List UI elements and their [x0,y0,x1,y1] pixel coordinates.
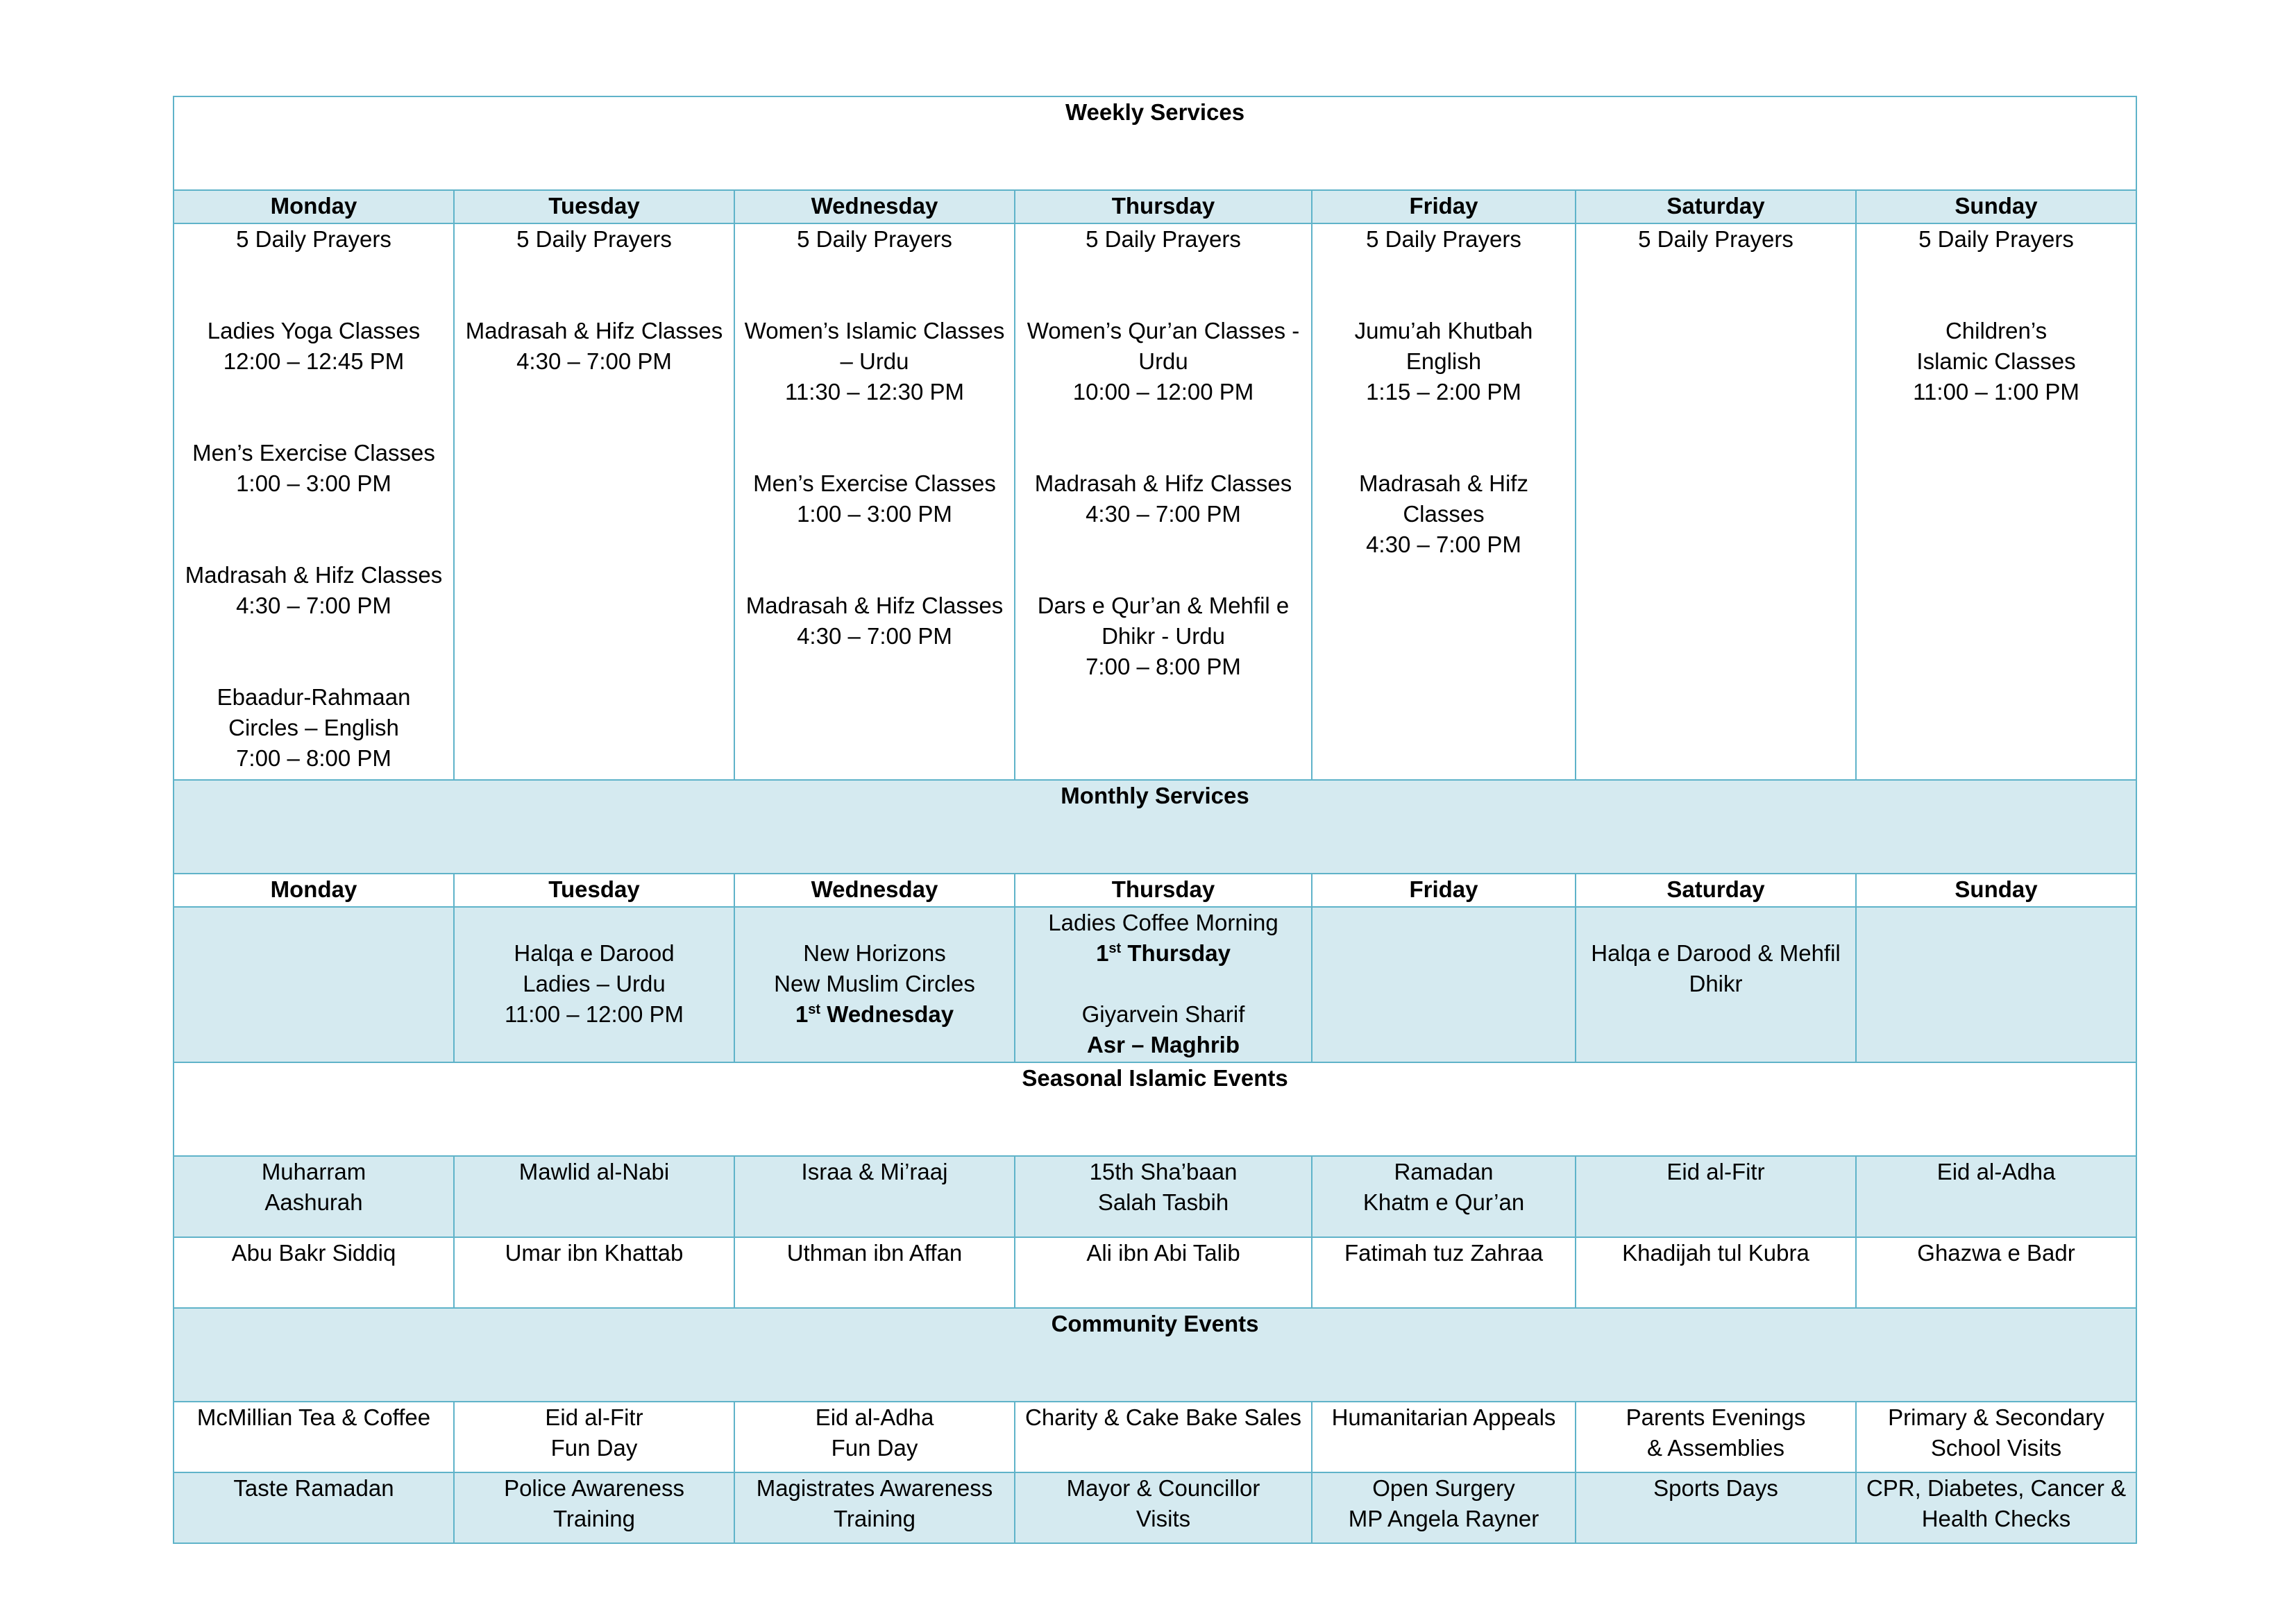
note-text: 1 [1096,940,1109,966]
day-header-friday: Friday [1312,874,1576,907]
spacer [180,499,448,529]
service-entry: 5 Daily Prayers [1918,226,2074,252]
spacer [1021,438,1306,468]
day-header-wednesday: Wednesday [734,190,1015,223]
event-cell [1576,1402,1856,1472]
monthly-cell-monday [174,907,454,1062]
day-header-sunday: Sunday [1856,874,2136,907]
spacer [1318,285,1569,316]
spacer [180,652,448,682]
service-entry: New Horizons New Muslim Circles [774,940,975,996]
day-header-tuesday: Tuesday [454,874,734,907]
monthly-cell-thursday [1015,907,1312,1062]
spacer [180,377,448,407]
event-name: Fatimah tuz Zahraa [1344,1240,1544,1266]
day-header-monday: Monday [174,874,454,907]
spacer [1021,407,1306,438]
service-entry: Giyarvein Sharif [1081,1001,1245,1027]
event-name: Parents Evenings & Assemblies [1626,1404,1806,1461]
monthly-cell-friday [1312,907,1576,1062]
service-entry: Women’s Islamic Classes – Urdu 11:30 – 12:30 PM [744,318,1005,405]
event-name: 15th Sha’baan Salah Tasbih [1089,1159,1238,1215]
event-name: Ramadan Khatm e Qur’an [1362,1159,1525,1215]
event-name: Ghazwa e Badr [1917,1240,2075,1266]
service-entry: 5 Daily Prayers [236,226,391,252]
event-cell [1312,1237,1576,1308]
event-name: Abu Bakr Siddiq [231,1240,396,1266]
weekly-services-title: Weekly Services [174,96,2136,190]
monthly-cell-wednesday [734,907,1015,1062]
day-header-wednesday: Wednesday [734,874,1015,907]
event-cell [1312,1402,1576,1472]
event-name: Ali ibn Abi Talib [1086,1240,1240,1266]
service-entry: Dars e Qur’an & Mehfil e Dhikr - Urdu 7:00 – 8:00 PM [1037,593,1290,679]
weekly-cell-monday [174,223,454,780]
spacer [180,529,448,560]
seasonal-events-title: Seasonal Islamic Events [174,1062,2136,1156]
note-rest: Wednesday [820,1001,954,1027]
community-title-row [174,1308,2136,1402]
event-name: CPR, Diabetes, Cancer & Health Checks [1866,1475,2127,1531]
service-entry: Madrasah & Hifz Classes 4:30 – 7:00 PM [465,318,723,374]
event-cell [1576,1472,1856,1543]
event-name: Magistrates Awareness Training [756,1475,993,1531]
service-entry: Men’s Exercise Classes 1:00 – 3:00 PM [753,470,996,527]
spacer [180,621,448,652]
spacer [741,407,1008,438]
service-entry: Children’s Islamic Classes 11:00 – 1:00 PM [1913,318,2079,405]
weekly-cell-tuesday [454,223,734,780]
event-name: Eid al-Adha [1936,1159,2056,1184]
event-name: Muharram Aashurah [261,1159,366,1215]
event-cell [174,1472,454,1543]
event-cell [1015,1402,1312,1472]
day-header-saturday: Saturday [1576,190,1856,223]
service-entry: Ladies Coffee Morning [1048,910,1278,935]
event-cell [1576,1156,1856,1237]
service-entry: 5 Daily Prayers [516,226,672,252]
service-entry: Women’s Qur’an Classes - Urdu 10:00 – 12:00 PM [1027,318,1300,405]
community-row-1 [174,1402,2136,1472]
event-name: Umar ibn Khattab [505,1240,684,1266]
event-cell [1015,1472,1312,1543]
day-header-monday: Monday [174,190,454,223]
spacer [460,255,728,285]
service-entry: Halqa e Darood & Mehfil Dhikr [1591,940,1841,996]
spacer [1862,285,2130,316]
service-entry: Halqa e Darood Ladies – Urdu 11:00 – 12:00 PM [504,940,684,1027]
service-entry: Madrasah & Hifz Classes 4:30 – 7:00 PM [1359,470,1528,557]
spacer [1318,438,1569,468]
day-header-saturday: Saturday [1576,874,1856,907]
monthly-cell-tuesday [454,907,734,1062]
monthly-cell-saturday [1576,907,1856,1062]
event-cell [1015,1237,1312,1308]
note-text: 1 [795,1001,809,1027]
service-schedule-note [1021,938,1306,969]
event-cell [734,1472,1015,1543]
event-cell [1576,1237,1856,1308]
seasonal-row-2 [174,1237,2136,1308]
spacer [741,438,1008,468]
services-schedule-table [173,96,2137,1544]
monthly-days-row [174,874,2136,907]
spacer [460,908,728,938]
service-entry: Madrasah & Hifz Classes 4:30 – 7:00 PM [745,593,1004,649]
event-name: Khadijah tul Kubra [1622,1240,1809,1266]
monthly-cells-row [174,907,2136,1062]
spacer [180,255,448,285]
spacer [741,285,1008,316]
event-name: Humanitarian Appeals [1331,1404,1556,1430]
service-entry: Madrasah & Hifz Classes 4:30 – 7:00 PM [185,562,443,618]
service-entry: Jumu’ah Khutbah English 1:15 – 2:00 PM [1354,318,1533,405]
event-cell [454,1237,734,1308]
service-entry: 5 Daily Prayers [797,226,952,252]
service-schedule-note [1021,1030,1306,1060]
event-name: Israa & Mi’raaj [801,1159,948,1184]
service-entry: Ladies Yoga Classes 12:00 – 12:45 PM [207,318,421,374]
weekly-cell-thursday [1015,223,1312,780]
monthly-title-row [174,780,2136,874]
event-name: Primary & Secondary School Visits [1888,1404,2104,1461]
spacer [1021,529,1306,560]
event-cell [1015,1156,1312,1237]
event-cell [734,1402,1015,1472]
weekly-cell-wednesday [734,223,1015,780]
monthly-cell-sunday [1856,907,2136,1062]
event-name: McMillian Tea & Coffee [196,1404,431,1430]
spacer [1021,255,1306,285]
event-cell [1312,1472,1576,1543]
event-cell [174,1237,454,1308]
spacer [741,255,1008,285]
seasonal-title-row [174,1062,2136,1156]
event-name: Eid al-Adha Fun Day [815,1404,934,1461]
day-header-thursday: Thursday [1015,190,1312,223]
weekly-cell-friday [1312,223,1576,780]
spacer [1021,969,1306,999]
service-entry: Ebaadur-Rahmaan Circles – English 7:00 – 8:00 PM [217,684,411,771]
weekly-cell-saturday [1576,223,1856,780]
spacer [741,560,1008,590]
spacer [460,285,728,316]
event-cell [174,1402,454,1472]
event-name: Eid al-Fitr [1666,1159,1765,1184]
spacer [1021,560,1306,590]
weekly-cells-row [174,223,2136,780]
event-cell [1312,1156,1576,1237]
spacer [1862,255,2130,285]
event-cell [1856,1472,2136,1543]
service-entry: 5 Daily Prayers [1086,226,1241,252]
event-name: Uthman ibn Affan [786,1240,963,1266]
service-schedule-note [741,999,1008,1030]
event-cell [454,1402,734,1472]
spacer [1582,908,1850,938]
event-name: Taste Ramadan [233,1475,394,1501]
event-cell [454,1472,734,1543]
spacer [180,407,448,438]
spacer [741,908,1008,938]
event-cell [1856,1402,2136,1472]
spacer [1318,407,1569,438]
service-entry: 5 Daily Prayers [1366,226,1521,252]
event-cell [734,1156,1015,1237]
service-entry: Madrasah & Hifz Classes 4:30 – 7:00 PM [1034,470,1292,527]
note-text: Asr – Maghrib [1086,1032,1240,1057]
event-cell [734,1237,1015,1308]
weekly-cell-sunday [1856,223,2136,780]
day-header-friday: Friday [1312,190,1576,223]
spacer [741,529,1008,560]
service-entry: Men’s Exercise Classes 1:00 – 3:00 PM [192,440,435,496]
event-name: Charity & Cake Bake Sales [1024,1404,1301,1430]
event-name: Sports Days [1653,1475,1778,1501]
event-cell [174,1156,454,1237]
event-name: Eid al-Fitr Fun Day [545,1404,643,1461]
ordinal-suffix: st [808,1002,821,1017]
weekly-days-row [174,190,2136,223]
community-row-2 [174,1472,2136,1543]
note-rest: Thursday [1121,940,1231,966]
event-cell [1856,1237,2136,1308]
day-header-tuesday: Tuesday [454,190,734,223]
ordinal-suffix: st [1108,941,1122,956]
event-name: Mawlid al-Nabi [518,1159,670,1184]
spacer [180,285,448,316]
spacer [1318,255,1569,285]
day-header-sunday: Sunday [1856,190,2136,223]
event-name: Open Surgery MP Angela Rayner [1348,1475,1539,1531]
day-header-thursday: Thursday [1015,874,1312,907]
event-name: Police Awareness Training [504,1475,684,1531]
event-cell [1856,1156,2136,1237]
event-name: Mayor & Councillor Visits [1066,1475,1260,1531]
weekly-title-row [174,96,2136,190]
spacer [1021,285,1306,316]
service-entry: 5 Daily Prayers [1638,226,1793,252]
seasonal-row-1 [174,1156,2136,1237]
monthly-services-title: Monthly Services [174,780,2136,874]
event-cell [454,1156,734,1237]
community-events-title: Community Events [174,1308,2136,1402]
